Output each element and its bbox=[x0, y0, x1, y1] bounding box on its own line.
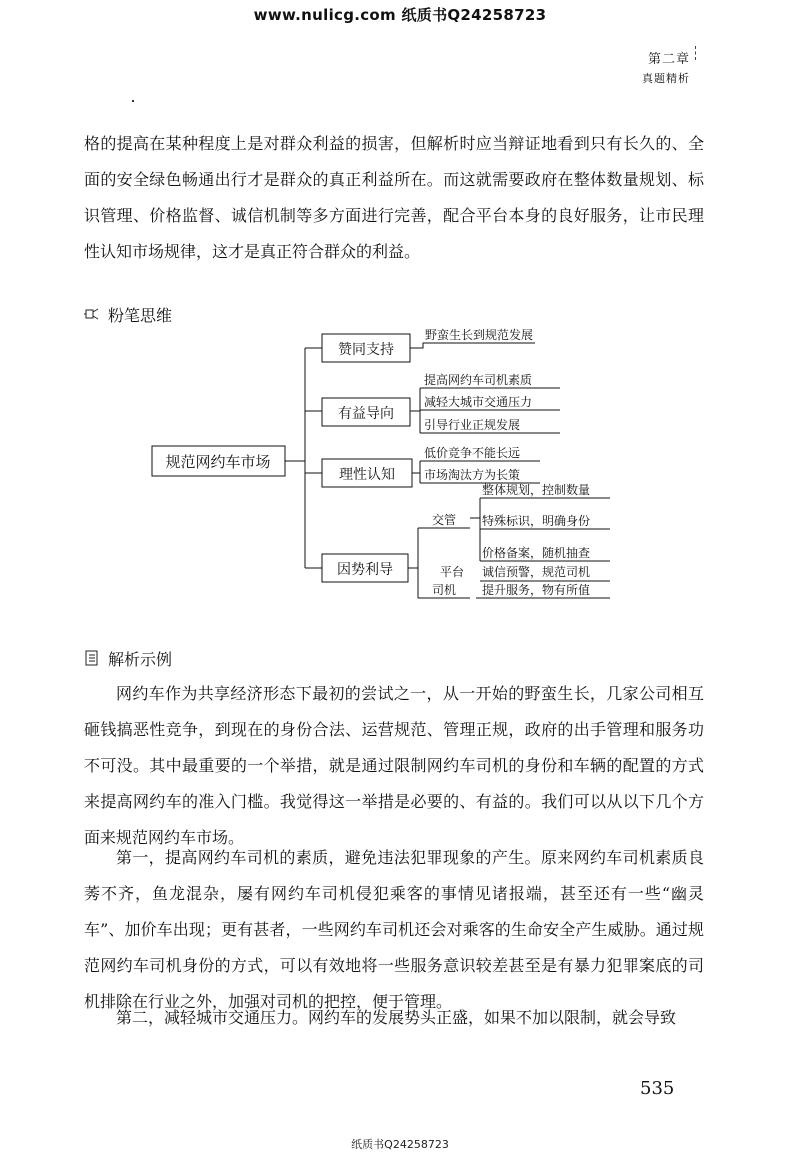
branch-label: 赞同支持 bbox=[338, 342, 394, 358]
body-paragraph: 第二，减轻城市交通压力。网约车的发展势头正盛，如果不加以限制，就会导致 bbox=[116, 1008, 677, 1027]
branch-item: 引导行业正规发展 bbox=[424, 418, 521, 432]
section-title-analysis: 解析示例 bbox=[108, 649, 173, 669]
group-label: 司机 bbox=[432, 583, 457, 597]
group-label: 交管 bbox=[432, 513, 457, 527]
mindmap bbox=[140, 318, 660, 608]
mindmap-branch-rational bbox=[322, 459, 412, 487]
branch-item: 野蛮生长到规范发展 bbox=[425, 328, 534, 342]
branch-item: 整体规划，控制数量 bbox=[482, 483, 591, 497]
branch-label: 有益导向 bbox=[338, 406, 394, 422]
branch-item: 低价竞争不能长远 bbox=[424, 446, 521, 460]
branch-item: 诚信预警，规范司机 bbox=[482, 565, 591, 579]
intro-paragraph: 格的提高在某种程度上是对群众利益的损害，但解析时应当辩证地看到只有长久的、全面的安全绿色畅通出行才是群众的真正利益所在。而这就需要政府在整体数量规划、标识管理、价格监督、诚信机制等多方面进行完善，配合平台本身的良好服务，让市民理性认知市场规律，这才是真正符合群众的利益。 bbox=[84, 134, 704, 261]
chapter-subtitle: 真题精析 bbox=[642, 72, 690, 85]
group-label: 平台 bbox=[440, 565, 465, 579]
analysis-icon bbox=[84, 650, 100, 666]
section-title-thinking: 粉笔思维 bbox=[108, 305, 173, 325]
page-mark bbox=[132, 100, 134, 102]
branch-item: 特殊标识，明确身份 bbox=[482, 514, 591, 528]
mindmap-icon bbox=[84, 306, 100, 322]
branch-item: 提升服务，物有所值 bbox=[482, 583, 591, 597]
branch-item: 提高网约车司机素质 bbox=[424, 373, 533, 387]
chapter-title: 第二章 bbox=[647, 52, 690, 67]
chapter-divider bbox=[695, 46, 697, 60]
mindmap-branch-support bbox=[322, 334, 410, 362]
branch-item: 减轻大城市交通压力 bbox=[424, 395, 533, 409]
mindmap-branch-benefit bbox=[322, 398, 410, 426]
body-paragraph: 第一，提高网约车司机的素质，避免违法犯罪现象的产生。原来网约车司机素质良莠不齐，鱼龙混杂，屡有网约车司机侵犯乘客的事情见诸报端，甚至还有一些“幽灵车”、加价车出现；更有甚者，一些网约车司机还会对乘客的生命安全产生威胁。通过规范网约车司机身份的方式，可以有效地将一些服务意识较差甚至是有暴力犯罪案底的司机排除在行业之外，加强对司机的把控，便于管理。 bbox=[84, 848, 704, 1011]
watermark-top: www.nulicg.com 纸质书Q24258723 bbox=[253, 6, 547, 24]
page-number: 535 bbox=[640, 1078, 675, 1099]
section-heading-analysis bbox=[84, 646, 172, 670]
branch-item: 价格备案，随机抽查 bbox=[482, 546, 591, 560]
branch-label: 因势利导 bbox=[337, 562, 393, 578]
mindmap-root bbox=[152, 446, 285, 476]
watermark-bottom: 纸质书Q24258723 bbox=[351, 1138, 449, 1151]
branch-label: 理性认知 bbox=[339, 467, 395, 483]
mindmap-root-label: 规范网约车市场 bbox=[165, 453, 271, 471]
branch-item: 市场淘汰方为长策 bbox=[424, 468, 521, 482]
body-paragraph: 网约车作为共享经济形态下最初的尝试之一，从一开始的野蛮生长，几家公司相互砸钱搞恶性竞争，到现在的身份合法、运营规范、管理正规，政府的出手管理和服务功不可没。其中最重要的一个举措，就是通过限制网约车司机的身份和车辆的配置的方式来提高网约车的准入门槛。我觉得这一举措是必要的、有益的。我们可以从以下几个方面来规范网约车市场。 bbox=[84, 684, 704, 847]
mindmap-branch-guide bbox=[322, 554, 408, 582]
